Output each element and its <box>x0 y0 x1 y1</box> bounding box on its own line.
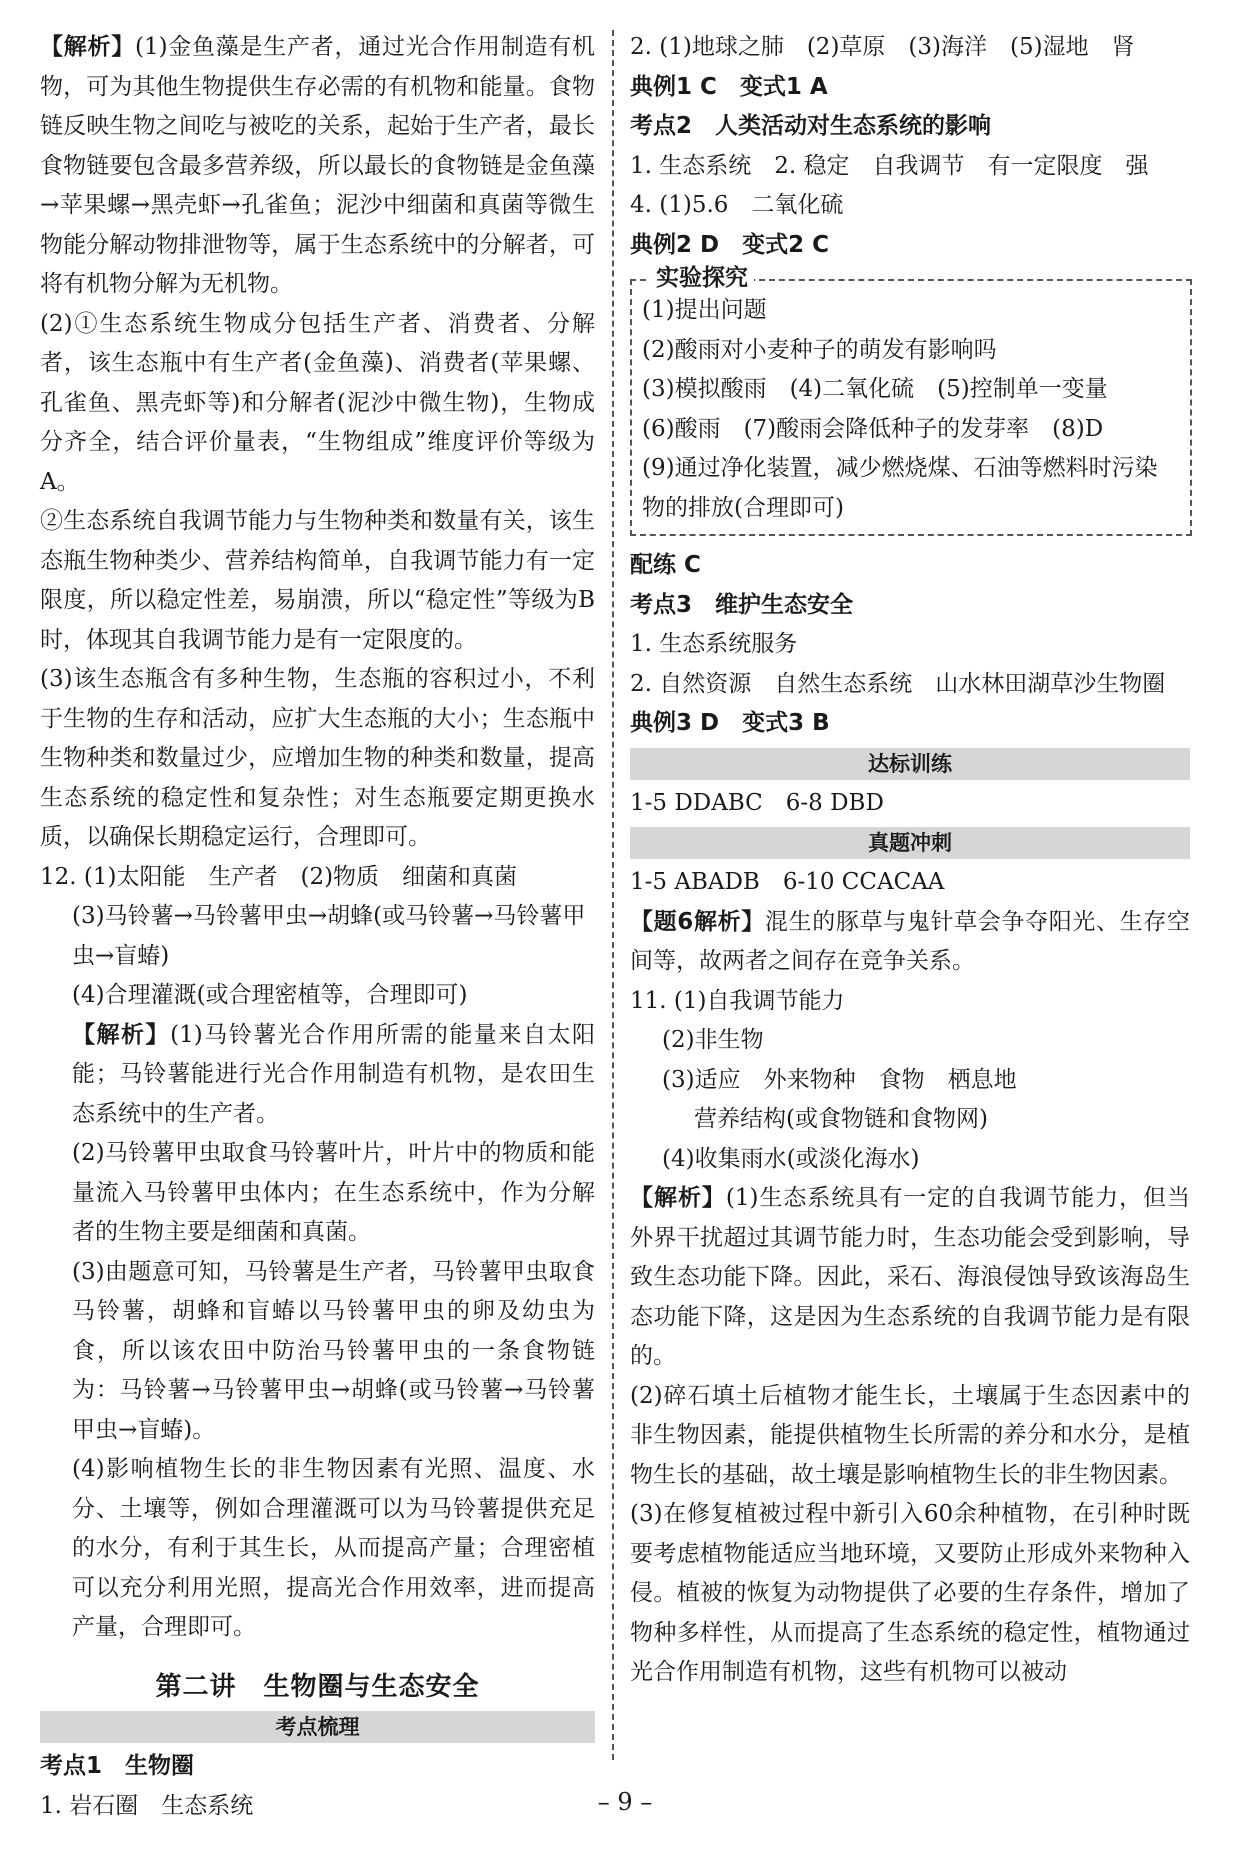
analysis-tag: 【题6解析】 <box>630 908 765 935</box>
analysis-tag: 【解析】 <box>72 1021 171 1048</box>
point-title: 考点3 维护生态安全 <box>630 591 854 618</box>
answer-line: 1. 生态系统 2. 稳定 自我调节 有一定限度 强 <box>630 152 1149 179</box>
analysis-tag: 【解析】 <box>40 34 135 60</box>
answer-line: (3)模拟酸雨 (4)二氧化硫 (5)控制单一变量 <box>642 376 1108 402</box>
point-title: 考点1 生物圈 <box>40 1753 195 1779</box>
analysis-paragraph: 【解析】(1)生态系统具有一定的自我调节能力，但当外界干扰超过其调节能力时，生态功能会受到影响，导致生态功能下降。因此，采石、海浪侵蚀导致该海岛生态功能下降，这是因为生态系统的自我调节能力是有限的。 <box>630 1185 1191 1369</box>
analysis-paragraph: 【解析】(1)金鱼藻是生产者，通过光合作用制造有机物，可为其他生物提供生存必需的有机物和能量。食物链反映生物之间吃与被吃的关系，起始于生产者，最长食物链要包含最多营养级，所以最长的食物链是金鱼藻→苹果螺→黑壳虾→孔雀鱼；泥沙中细菌和真菌等微生物能分解动物排泄物等，属于生态系统中的分解者，可将有机物分解为无机物。 <box>40 34 595 297</box>
answer-line: (3)马铃薯→马铃薯甲虫→胡蜂(或马铃薯→马铃薯甲虫→盲蝽) <box>72 903 586 969</box>
answer-line: (3)适应 外来物种 食物 栖息地 <box>662 1066 1017 1093</box>
section-bar: 考点梳理 <box>40 1711 595 1743</box>
example-line: 典例3 D 变式3 B <box>630 710 830 736</box>
point-title: 考点2 人类活动对生态系统的影响 <box>630 113 992 139</box>
example-line: 配练 C <box>630 552 701 578</box>
answer-line: 1. 生态系统服务 <box>630 631 798 657</box>
answer-line: 11. (1)自我调节能力 <box>630 987 845 1014</box>
experiment-label: 实验探究 <box>650 263 754 293</box>
answer-line: (2)酸雨对小麦种子的萌发有影响吗 <box>642 336 997 363</box>
right-column <box>630 28 1190 1693</box>
answer-line: (4)合理灌溉(或合理密植等，合理即可) <box>72 982 468 1008</box>
answer-line: (6)酸雨 (7)酸雨会降低种子的发芽率 (8)D <box>642 415 1104 442</box>
answer-line: 1-5 DDABC 6-8 DBD <box>630 789 884 816</box>
analysis-paragraph: 【题6解析】混生的豚草与鬼针草会争夺阳光、生存空间等，故两者之间存在竞争关系。 <box>630 908 1190 974</box>
section-bar: 达标训练 <box>630 748 1190 780</box>
answer-line: 营养结构(或食物链和食物网) <box>694 1106 988 1132</box>
answer-line: (2)非生物 <box>662 1027 764 1053</box>
analysis-paragraph: (2)碎石填土后植物才能生长，土壤属于生态因素中的非生物因素，能提供植物生长所需的养分和水分，是植物生长的基础，故土壤是影响植物生长的非生物因素。 <box>630 1382 1190 1488</box>
answer-line: 4. (1)5.6 二氧化硫 <box>630 192 844 218</box>
analysis-paragraph: (4)影响植物生长的非生物因素有光照、温度、水分、土壤等，例如合理灌溉可以为马铃薯提供充足的水分，有利于其生长，从而提高产量；合理密植可以充分利用光照，提高光合作用效率，进而提高产量，合理即可。 <box>72 1456 595 1640</box>
page-number: – 9 – <box>597 1788 653 1816</box>
column-divider <box>612 30 614 1760</box>
example-line: 典例1 C 变式1 A <box>630 73 828 100</box>
analysis-paragraph: (3)该生态瓶含有多种生物，生态瓶的容积过小，不利于生物的生存和活动，应扩大生态瓶的大小；生态瓶中生物种类和数量过少，应增加生物的种类和数量，提高生态系统的稳定性和复杂性；对生态瓶要定期更换水质，以确保长期稳定运行，合理即可。 <box>40 666 595 850</box>
analysis-paragraph: (2)①生态系统生物成分包括生产者、消费者、分解者，该生态瓶中有生产者(金鱼藻)、消费者(苹果螺、孔雀鱼、黑壳虾等)和分解者(泥沙中微生物)，生物成分齐全，结合评价量表，“生物组成”维度评价等级为A。 <box>40 310 595 495</box>
analysis-paragraph: (3)由题意可知，马铃薯是生产者，马铃薯甲虫取食马铃薯，胡蜂和盲蝽以马铃薯甲虫的卵及幼虫为食，所以该农田中防治马铃薯甲虫的一条食物链为：马铃薯→马铃薯甲虫→胡蜂(或马铃薯→马铃薯甲虫→盲蝽)。 <box>72 1258 595 1443</box>
answer-line: (4)收集雨水(或淡化海水) <box>662 1145 920 1172</box>
experiment-box <box>630 265 1192 536</box>
analysis-paragraph: ②生态系统自我调节能力与生物种类和数量有关，该生态瓶生物种类少、营养结构简单，自我调节能力有一定限度，所以稳定性差，易崩溃，所以“稳定性”等级为B时，体现其自我调节能力是有一定限度的。 <box>40 508 595 653</box>
left-column <box>40 28 595 1826</box>
analysis-tag: 【解析】 <box>630 1185 726 1211</box>
answer-line: 12. (1)太阳能 生产者 (2)物质 细菌和真菌 <box>40 863 518 890</box>
analysis-paragraph: (3)在修复植被过程中新引入60余种植物，在引种时既要考虑植物能适应当地环境，又要防止形成外来物种入侵。植被的恢复为动物提供了必要的生存条件，增加了物种多样性，从而提高了生态系统的稳定性，植物通过光合作用制造有机物，这些有机物可以被动 <box>630 1501 1190 1685</box>
section-bar: 真题冲刺 <box>630 827 1190 859</box>
answer-line: (1)提出问题 <box>642 297 767 323</box>
answer-line: 1-5 ABADB 6-10 CCACAA <box>630 869 945 895</box>
lecture-title: 第二讲 生物圈与生态安全 <box>155 1671 480 1702</box>
analysis-paragraph: (2)马铃薯甲虫取食马铃薯叶片，叶片中的物质和能量流入马铃薯甲虫体内；在生态系统中，作为分解者的生物主要是细菌和真菌。 <box>72 1140 595 1245</box>
answer-line: (9)通过净化装置，减少燃烧煤、石油等燃料时污染物的排放(合理即可) <box>642 455 1158 521</box>
answer-line: 2. (1)地球之肺 (2)草原 (3)海洋 (5)湿地 肾 <box>630 34 1135 60</box>
analysis-paragraph: 【解析】(1)马铃薯光合作用所需的能量来自太阳能；马铃薯能进行光合作用制造有机物，是农田生态系统中的生产者。 <box>72 1021 595 1127</box>
answer-line: 2. 自然资源 自然生态系统 山水林田湖草沙生物圈 <box>630 670 1166 697</box>
answer-line: 1. 岩石圈 生态系统 <box>40 1792 254 1819</box>
example-line: 典例2 D 变式2 C <box>630 231 829 258</box>
